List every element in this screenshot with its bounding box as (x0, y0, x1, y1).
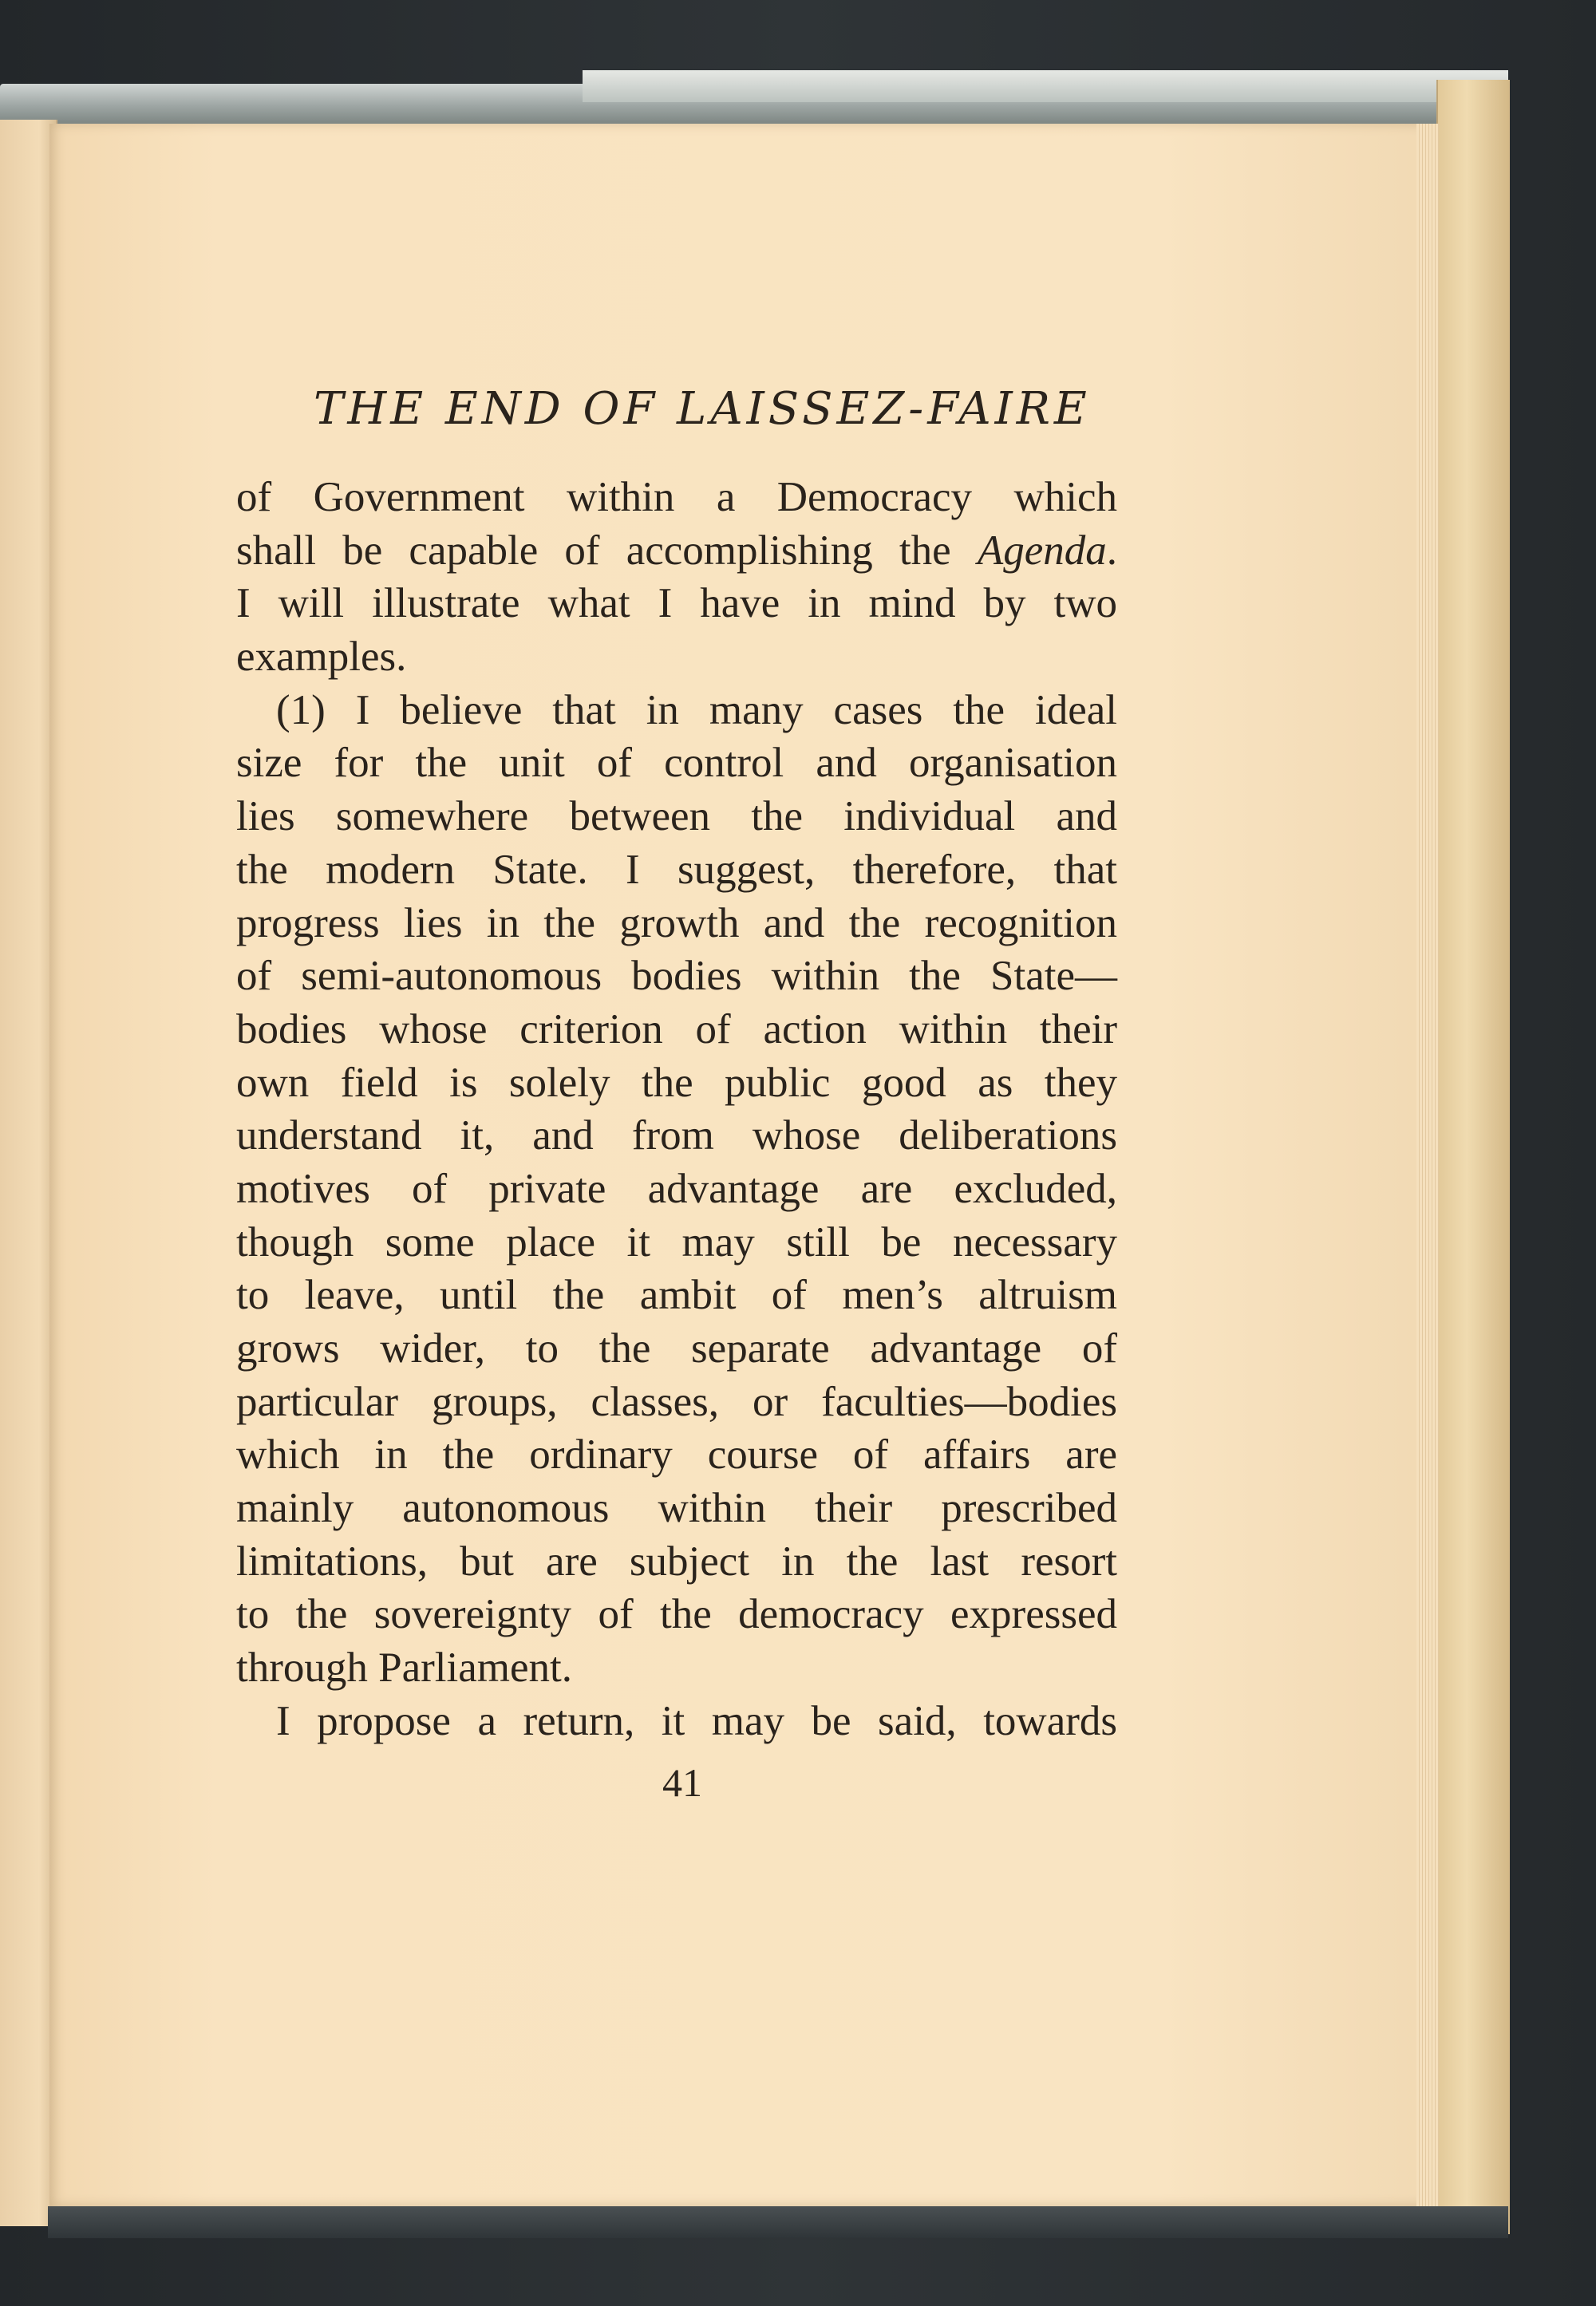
text-line: grows wider, to the separate advantage of (236, 1325, 1117, 1372)
text-line: own field is solely the public good as they (236, 1059, 1117, 1106)
text-line: which in the ordinary course of affairs are (236, 1431, 1117, 1479)
text-line: examples. (236, 634, 407, 681)
text-line: shall be capable of accomplishing the Agenda. (236, 527, 1117, 574)
text-line: to the sovereignty of the democracy expressed (236, 1591, 1117, 1638)
text-line: through Parliament. (236, 1645, 572, 1692)
page-fore-edge (1416, 124, 1439, 2206)
text-line: (1) I believe that in many cases the ideal (276, 686, 1117, 733)
text-line: bodies whose criterion of action within their (236, 1005, 1117, 1052)
dust-jacket-fold (583, 70, 1508, 102)
text-line: though some place it may still be necessary (236, 1218, 1117, 1266)
text-line: progress lies in the growth and the recognition (236, 899, 1117, 946)
text-line: lies somewhere between the individual and (236, 793, 1117, 840)
text-line: of semi-autonomous bodies within the State— (236, 953, 1117, 1000)
text-line: of Government within a Democracy which (236, 474, 1117, 520)
text-line: size for the unit of control and organisation (236, 740, 1117, 787)
text-line: particular groups, classes, or faculties—bodies (236, 1378, 1117, 1425)
text-line: I will illustrate what I have in mind by two (236, 580, 1117, 627)
text-line: limitations, but are subject in the last resort (236, 1538, 1117, 1585)
text-line: to leave, until the ambit of men’s altruism (236, 1272, 1117, 1319)
text-line: understand it, and from whose deliberations (236, 1112, 1117, 1159)
text-line: motives of private advantage are excluded, (236, 1165, 1117, 1212)
page-number: 41 (662, 1760, 702, 1805)
dust-jacket-right-flap (1436, 80, 1510, 2234)
book-board-bottom (48, 2206, 1508, 2238)
text-line: the modern State. I suggest, therefore, that (236, 846, 1117, 893)
text-line: mainly autonomous within their prescribed (236, 1485, 1117, 1532)
text-line: I propose a return, it may be said, towards (276, 1697, 1117, 1744)
body-text (236, 471, 1117, 1748)
italic-word: Agenda (977, 527, 1107, 574)
running-head: THE END OF LAISSEZ-FAIRE (314, 383, 1091, 435)
